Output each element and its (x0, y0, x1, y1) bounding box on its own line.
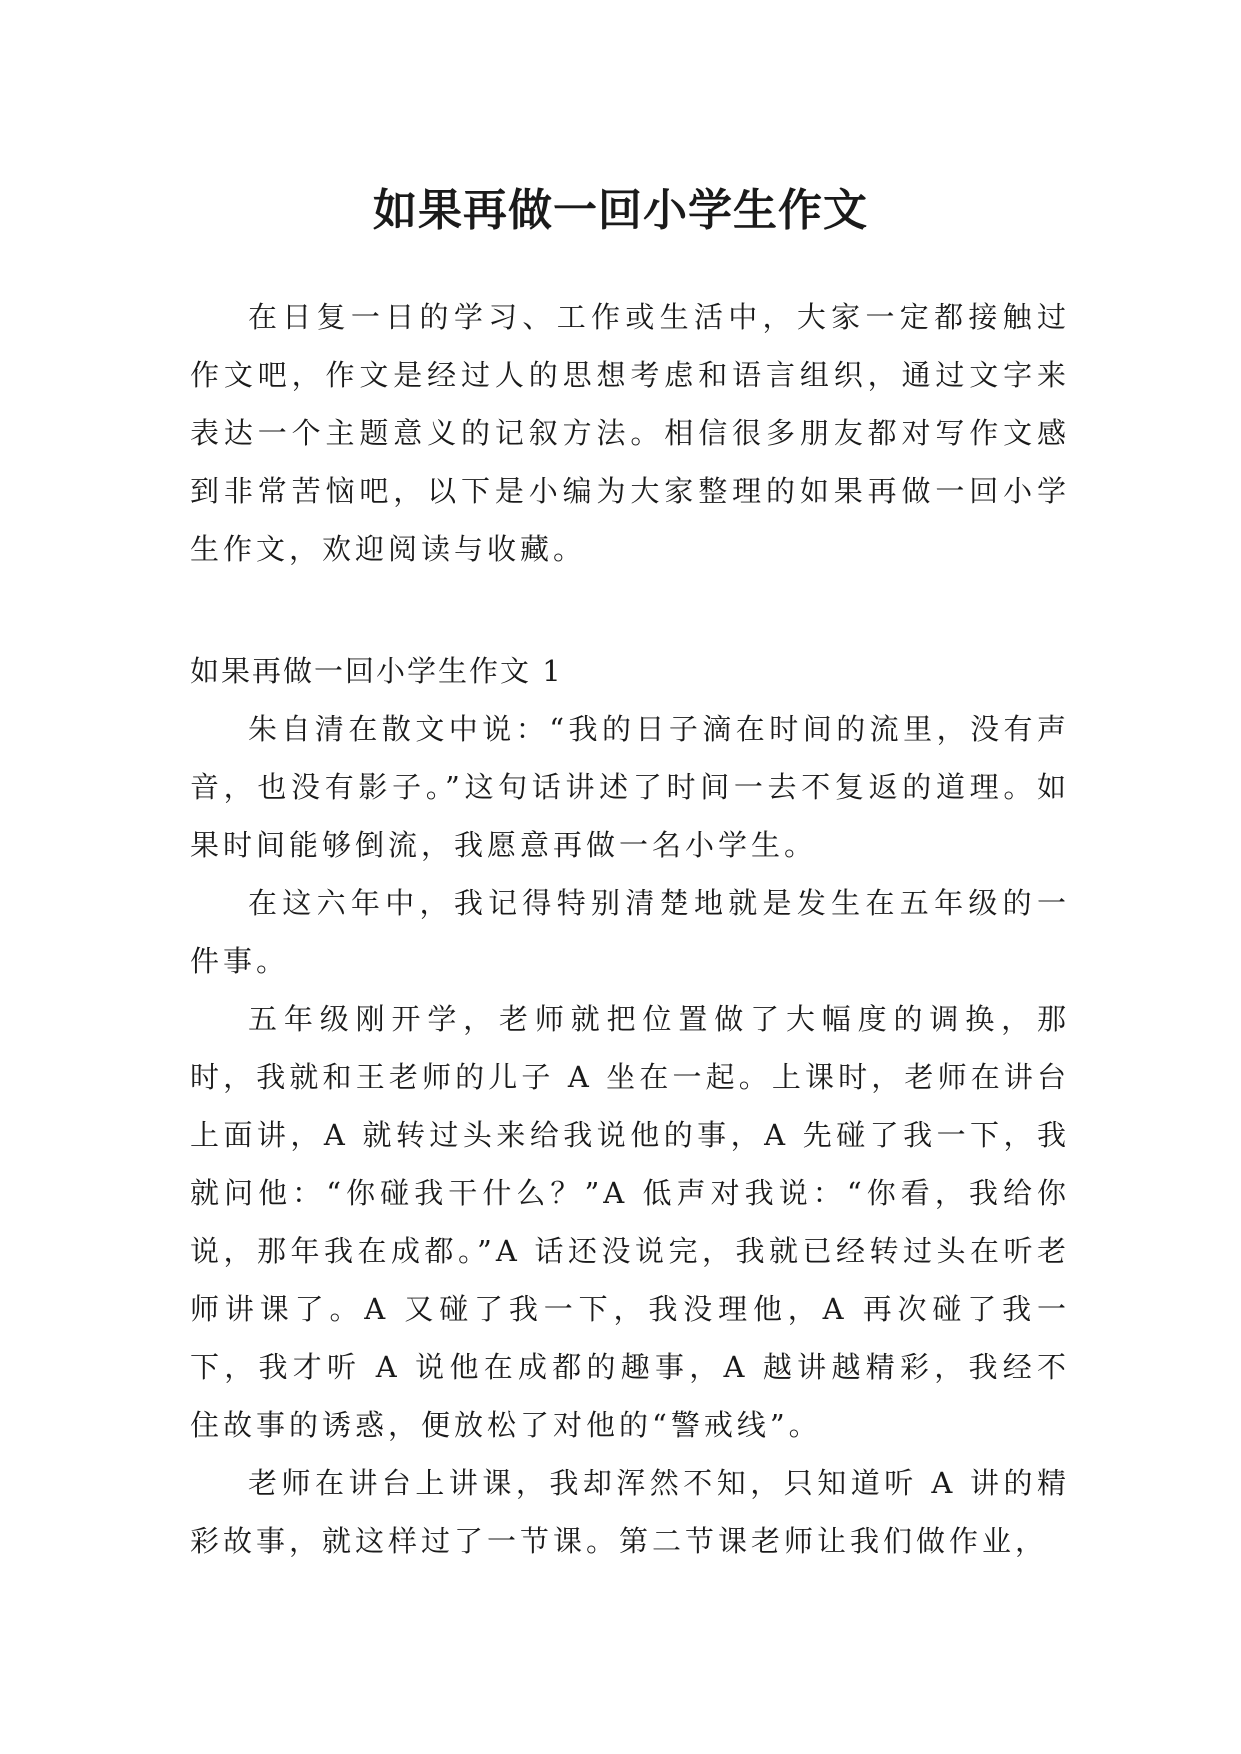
body-paragraph-2: 在这六年中，我记得特别清楚地就是发生在五年级的一件事。 (190, 886, 1070, 978)
intro-paragraph: 在日复一日的学习、工作或生活中，大家一定都接触过作文吧，作文是经过人的思想考虑和语言组织，通过文字来表达一个主题意义的记叙方法。相信很多朋友都对写作文感到非常苦恼吧，以下是小编为大家整理的如果再做一回小学生作文，欢迎阅读与收藏。 (190, 300, 1070, 566)
document-body (190, 288, 1070, 1570)
body-paragraph-1: 朱自清在散文中说：“我的日子滴在时间的流里，没有声音，也没有影子。”这句话讲述了时间一去不复返的道理。如果时间能够倒流，我愿意再做一名小学生。 (190, 712, 1070, 862)
body-paragraph-4: 老师在讲台上讲课，我却浑然不知，只知道听 A 讲的精彩故事，就这样过了一节课。第二节课老师让我们做作业， (190, 1466, 1070, 1558)
section-spacer (190, 578, 1070, 642)
body-paragraph-3: 五年级刚开学，老师就把位置做了大幅度的调换，那时，我就和王老师的儿子 A 坐在一起。上课时，老师在讲台上面讲，A 就转过头来给我说他的事，A 先碰了我一下，我就问他：“你碰我干什么？”A 低声对我说：“你看，我给你说，那年我在成都。”A 话还没说完，我就已经转过头在听老师讲课了。A 又碰了我一下，我没理他，A 再次碰了我一下，我才听 A 说他在成都的趣事，A 越讲越精彩，我经不住故事的诱惑，便放松了对他的“警戒线”。 (190, 1002, 1070, 1442)
section-heading: 如果再做一回小学生作文 1 (190, 654, 563, 688)
document-title: 如果再做一回小学生作文 (373, 185, 868, 237)
